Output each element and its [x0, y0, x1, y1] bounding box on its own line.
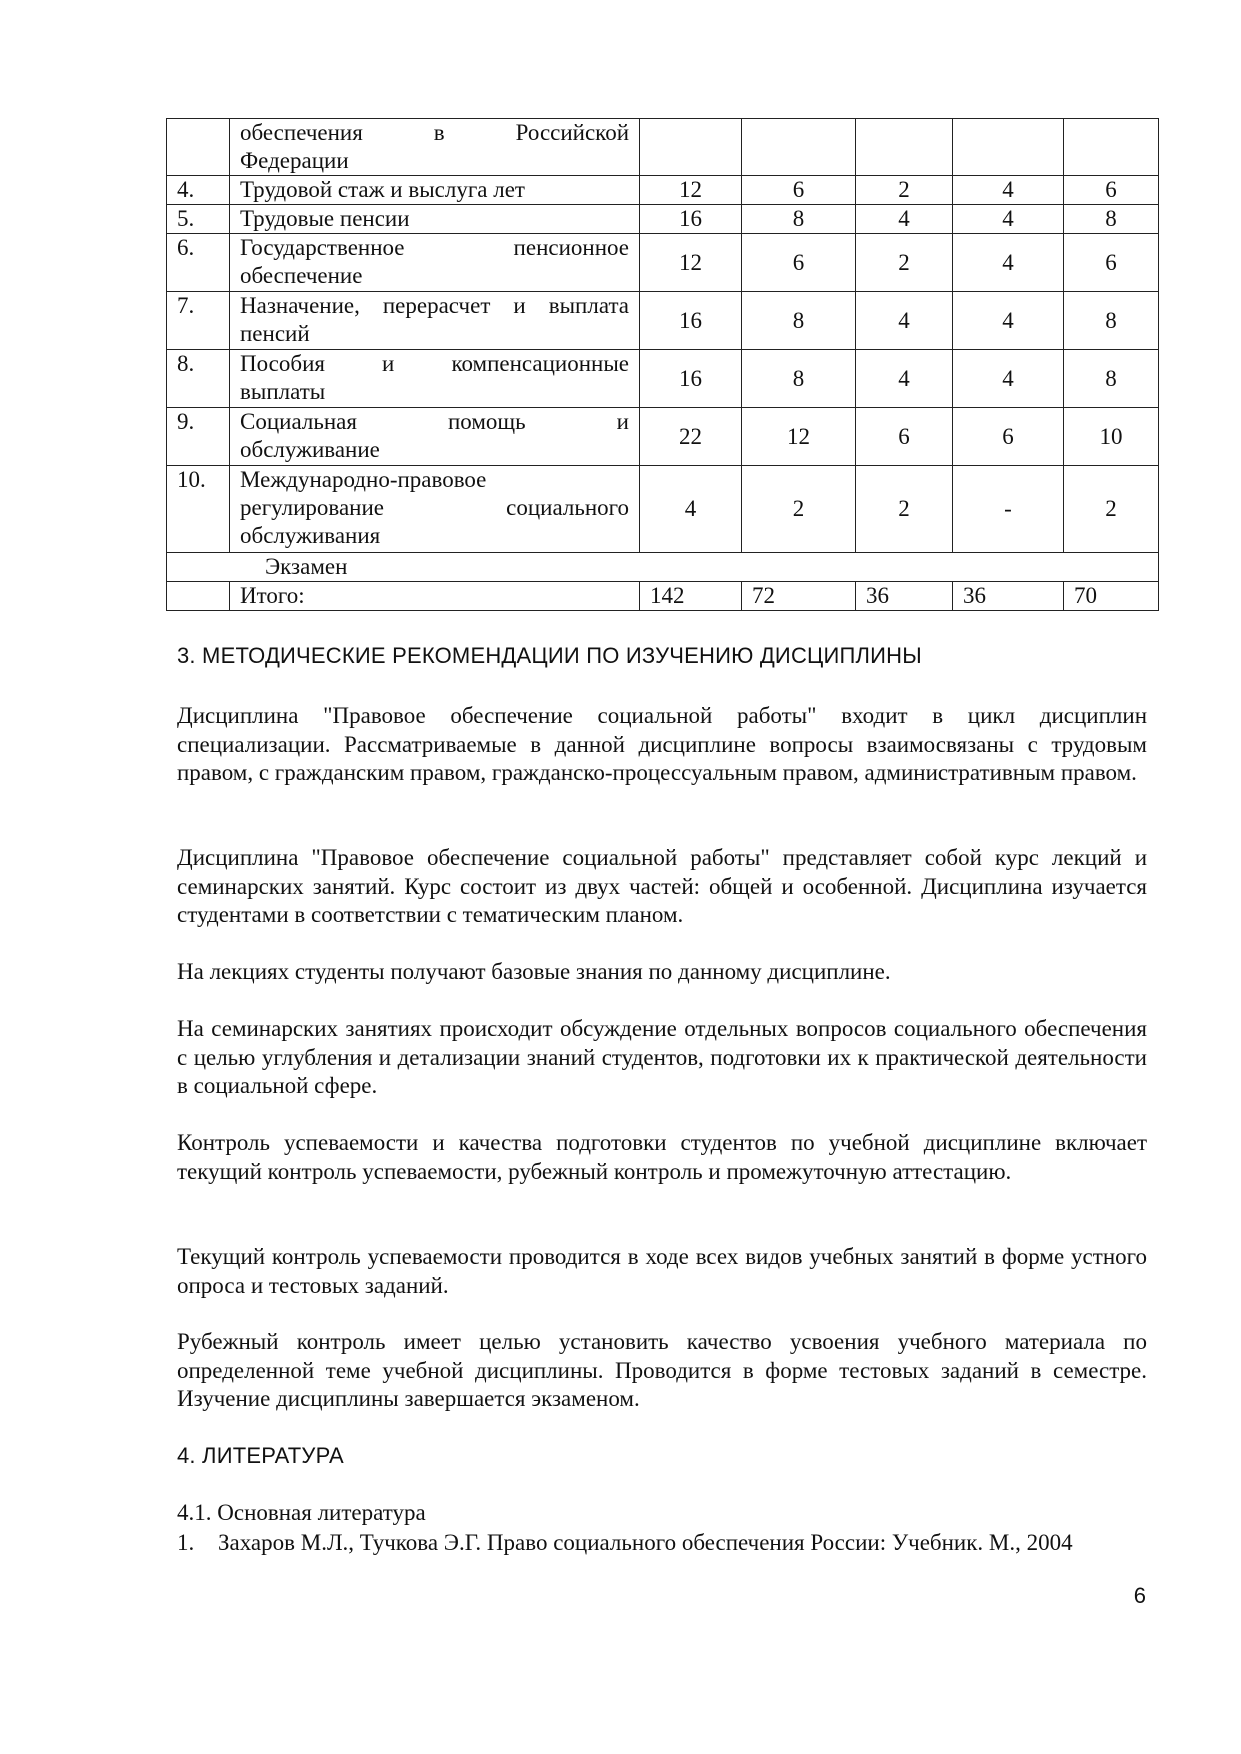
paragraph: Текущий контроль успеваемости проводится в ходе всех видов учебных занятий в форме устного опроса и тестовых заданий. [177, 1244, 1147, 1298]
cell: 8 [1064, 350, 1159, 408]
total-cell: 72 [742, 582, 856, 611]
total-cell: 142 [640, 582, 742, 611]
table-row [167, 234, 1159, 292]
total-cell: 36 [856, 582, 953, 611]
table-row [167, 205, 1159, 234]
cell: 8 [1064, 292, 1159, 350]
row-title: Международно-правовое регулирование социального обслуживания [230, 466, 640, 553]
cell: 2 [856, 234, 953, 292]
row-number: 6. [167, 234, 230, 292]
row-title: обеспечения в Российской Федерации [230, 119, 640, 176]
cell: 16 [640, 350, 742, 408]
table-row [167, 176, 1159, 205]
paragraph: Дисциплина "Правовое обеспечение социальной работы" представляет собой курс лекций и семинарских занятий. Курс состоит из двух частей: общей и особенной. Дисциплина изучается студентами в соответствии с тематическим планом. [177, 845, 1147, 927]
list-item-number: 1. [177, 1530, 195, 1555]
cell: 6 [742, 176, 856, 205]
table-row [167, 292, 1159, 350]
list-item-text: Захаров М.Л., Тучкова Э.Г. Право социального обеспечения России: Учебник. М., 2004 [218, 1530, 1073, 1555]
table-row [167, 350, 1159, 408]
cell [1064, 119, 1159, 176]
cell: 6 [953, 408, 1064, 466]
cell: 6 [742, 234, 856, 292]
row-title: Пособия и компенсационные выплаты [230, 350, 640, 408]
total-cell: 70 [1064, 582, 1159, 611]
section-4-heading: 4. ЛИТЕРАТУРА [177, 1443, 344, 1468]
row-title: Трудовые пенсии [230, 205, 640, 234]
row-number: 4. [167, 176, 230, 205]
cell: 2 [856, 466, 953, 553]
page-number: 6 [1133, 1583, 1146, 1608]
cell: 2 [1064, 466, 1159, 553]
total-label: Итого: [230, 582, 640, 611]
cell: 4 [953, 205, 1064, 234]
cell: 16 [640, 292, 742, 350]
cell: 22 [640, 408, 742, 466]
cell [856, 119, 953, 176]
cell: 12 [640, 176, 742, 205]
paragraph: Рубежный контроль имеет целью установить качество усвоения учебного материала по определенной теме учебной дисциплины. Проводится в форме тестовых заданий в семестре. Изучение дисциплины завершается экзаменом. [177, 1329, 1147, 1411]
cell: 6 [1064, 176, 1159, 205]
course-topics-table [166, 118, 1159, 611]
row-title: Трудовой стаж и выслуга лет [230, 176, 640, 205]
cell: 4 [953, 350, 1064, 408]
cell: 4 [953, 234, 1064, 292]
table-row [167, 408, 1159, 466]
row-number: 7. [167, 292, 230, 350]
row-number: 5. [167, 205, 230, 234]
literature-subheading: 4.1. Основная литература [177, 1500, 426, 1525]
row-number: 10. [167, 466, 230, 553]
cell: 12 [742, 408, 856, 466]
cell: 8 [742, 292, 856, 350]
row-number [167, 119, 230, 176]
row-title: Государственное пенсионное обеспечение [230, 234, 640, 292]
cell: 10 [1064, 408, 1159, 466]
row-number [167, 582, 230, 611]
cell: 6 [1064, 234, 1159, 292]
cell: 4 [953, 292, 1064, 350]
section-3-heading: 3. МЕТОДИЧЕСКИЕ РЕКОМЕНДАЦИИ ПО ИЗУЧЕНИЮ ДИСЦИПЛИНЫ [177, 643, 922, 668]
total-cell: 36 [953, 582, 1064, 611]
row-title: Назначение, перерасчет и выплата пенсий [230, 292, 640, 350]
cell: 6 [856, 408, 953, 466]
cell: 8 [742, 350, 856, 408]
paragraph: На лекциях студенты получают базовые знания по данному дисциплине. [177, 959, 891, 984]
paragraph: Дисциплина "Правовое обеспечение социальной работы" входит в цикл дисциплин специализации. Рассматриваемые в данной дисциплине вопросы взаимосвязаны с трудовым правом, с гражданским правом, гражданско-процессуальным правом, административным правом. [177, 703, 1147, 785]
cell: 8 [742, 205, 856, 234]
cell: 4 [856, 350, 953, 408]
row-number: 9. [167, 408, 230, 466]
row-title: Социальная помощь и обслуживание [230, 408, 640, 466]
cell: 4 [953, 176, 1064, 205]
cell: 8 [1064, 205, 1159, 234]
cell: 4 [856, 292, 953, 350]
cell [953, 119, 1064, 176]
cell: 16 [640, 205, 742, 234]
table-row [167, 466, 1159, 553]
paragraph: Контроль успеваемости и качества подготовки студентов по учебной дисциплине включает текущий контроль успеваемости, рубежный контроль и промежуточную аттестацию. [177, 1130, 1147, 1184]
cell: 4 [640, 466, 742, 553]
table-row [167, 119, 1159, 176]
cell: 2 [856, 176, 953, 205]
cell: - [953, 466, 1064, 553]
cell: 4 [856, 205, 953, 234]
paragraph: На семинарских занятиях происходит обсуждение отдельных вопросов социального обеспечения с целью углубления и детализации знаний студентов, подготовки их к практической деятельности в социальной сфере. [177, 1016, 1147, 1098]
table-row-total [167, 582, 1159, 611]
cell [640, 119, 742, 176]
list-item [177, 1529, 1137, 1557]
cell: 12 [640, 234, 742, 292]
table-row-exam [167, 553, 1159, 582]
cell: 2 [742, 466, 856, 553]
exam-label: Экзамен [167, 553, 1159, 582]
cell [742, 119, 856, 176]
row-number: 8. [167, 350, 230, 408]
